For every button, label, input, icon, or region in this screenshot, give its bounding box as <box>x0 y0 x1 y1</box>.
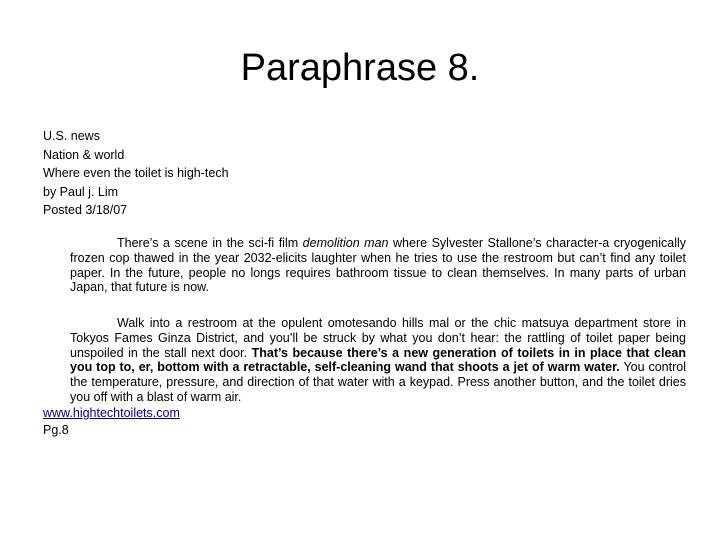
paragraph-1 <box>70 236 686 295</box>
page-number: Pg.8 <box>43 423 69 437</box>
source-link[interactable]: www.hightechtoilets.com <box>43 406 180 420</box>
article-headline: Where even the toilet is high-tech <box>43 166 229 180</box>
byline: by Paul j. Lim <box>43 184 119 199</box>
paragraph-2-rest: You control the temperature, pressure, and direction of that water with a keypad. Press another button, and the toilet dries you off with a blast of warm air. <box>70 360 686 404</box>
paragraph-2-bold: That’s because there’s a new generation of toilets in in place that clean you top to, er, bottom with a retractable, self-cleaning wand that shoots a jet of warm water. <box>70 345 686 375</box>
section-label: U.S. news <box>43 129 100 143</box>
slide-title: Paraphrase 8. <box>240 47 480 89</box>
paragraph-1-text-cont: where Sylvester Stallone’s character-a cryogenically frozen cop thawed in the year 2032-elicits laughter when he tries to use the restroom but can’t find any toilet paper. In the future, people no longs requires bathroom tissue to clean themselves. In many parts of urban Japan, that future is now. <box>70 236 687 295</box>
paragraph-2 <box>70 316 686 405</box>
paragraph-2-intro: Walk into a restroom at the opulent omotesando hills mal or the chic matsuya department store in Tokyos Fames Ginza District, and you’ll be struck by what you don’t hear: the rattling of toilet paper being unspoiled in the stall next door. <box>70 316 686 360</box>
article-meta <box>43 127 229 220</box>
posted-date: Posted 3/18/07 <box>43 203 128 217</box>
film-title: demolition man <box>302 236 389 250</box>
paragraph-1-text: There’s a scene in the sci-fi film <box>117 236 303 250</box>
category-label: Nation & world <box>43 147 125 162</box>
